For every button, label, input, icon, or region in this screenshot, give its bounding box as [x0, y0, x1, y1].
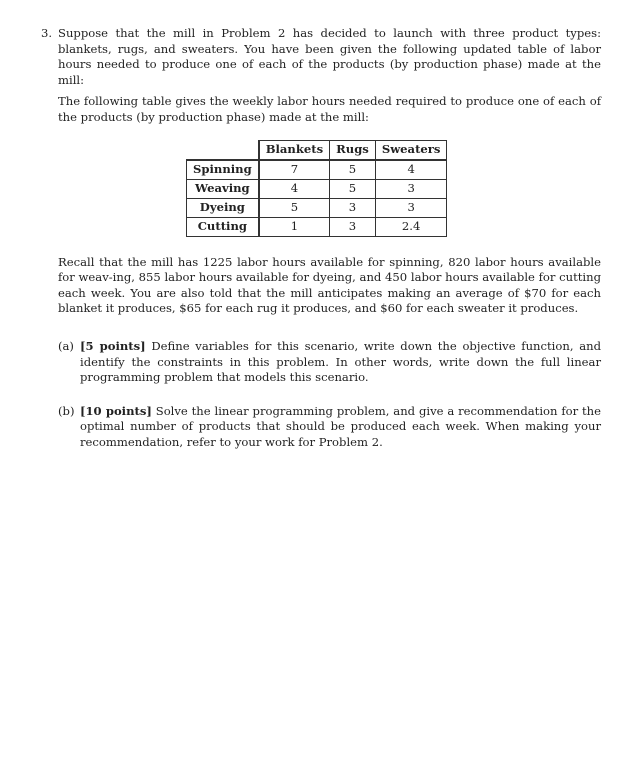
column-header-blankets: Blankets — [259, 140, 330, 160]
table-cell: 4 — [259, 179, 330, 198]
table-cell: 5 — [330, 179, 376, 198]
table-cell: 2.4 — [375, 217, 447, 236]
problem-3 — [41, 26, 601, 451]
table-cell: 3 — [375, 179, 447, 198]
table-cell: 3 — [375, 198, 447, 217]
table-cell: 3 — [330, 198, 376, 217]
part-text: Solve the linear programming problem, and give a recommendation for the optimal number of products that should be produced each week. When making your recommendation, refer to your work for Problem 2. — [80, 403, 601, 449]
row-header: Weaving — [187, 179, 259, 198]
part-points: [10 points] — [80, 403, 152, 418]
table-row-weaving — [187, 179, 447, 198]
problem-parts — [58, 339, 601, 451]
labor-hours-table — [186, 140, 447, 237]
part-text: Define variables for this scenario, write down the objective function, and identify the constraints in this problem. In other words, write down the full linear programming problem that models this scenario. — [80, 338, 602, 385]
part-label: (b) — [58, 403, 75, 418]
table-cell: 1 — [259, 217, 330, 236]
table-row-spinning — [187, 160, 447, 180]
table-intro: The following table gives the weekly labor hours needed required to produce one of each of the products (by production phase) made at the mill: — [58, 94, 601, 124]
problem-number: 3. — [41, 26, 53, 40]
table-cell: 5 — [330, 160, 376, 180]
part-b — [58, 404, 601, 451]
table-cell: 5 — [259, 198, 330, 217]
part-points: [5 points] — [80, 338, 146, 353]
table-row-cutting — [187, 217, 447, 236]
recall-paragraph: Recall that the mill has 1225 labor hours available for spinning, 820 labor hours available for weav-ing, 855 labor hours available for dyeing, and 450 labor hours available for cutting each week. You are also told that the mill anticipates making an average of $70 for each blanket it produces, $65 for each rug it produces, and $60 for each sweater it produces. — [58, 254, 601, 316]
row-header: Spinning — [187, 160, 259, 180]
table-row-dyeing — [187, 198, 447, 217]
row-header: Cutting — [187, 217, 259, 236]
table-cell: 7 — [259, 160, 330, 180]
part-a — [58, 339, 601, 386]
table-corner-cell — [187, 140, 259, 160]
table-cell: 4 — [375, 160, 447, 180]
table-cell: 3 — [330, 217, 376, 236]
row-header: Dyeing — [187, 198, 259, 217]
column-header-rugs: Rugs — [330, 140, 376, 160]
problem-intro: Suppose that the mill in Problem 2 has decided to launch with three product types: blankets, rugs, and sweaters. You have been given the following updated table of labor hours needed to produce one of each of the products (by production phase) made at the mill: — [58, 26, 601, 87]
table-header-row — [187, 140, 447, 160]
column-header-sweaters: Sweaters — [375, 140, 447, 160]
part-label: (a) — [58, 338, 74, 353]
